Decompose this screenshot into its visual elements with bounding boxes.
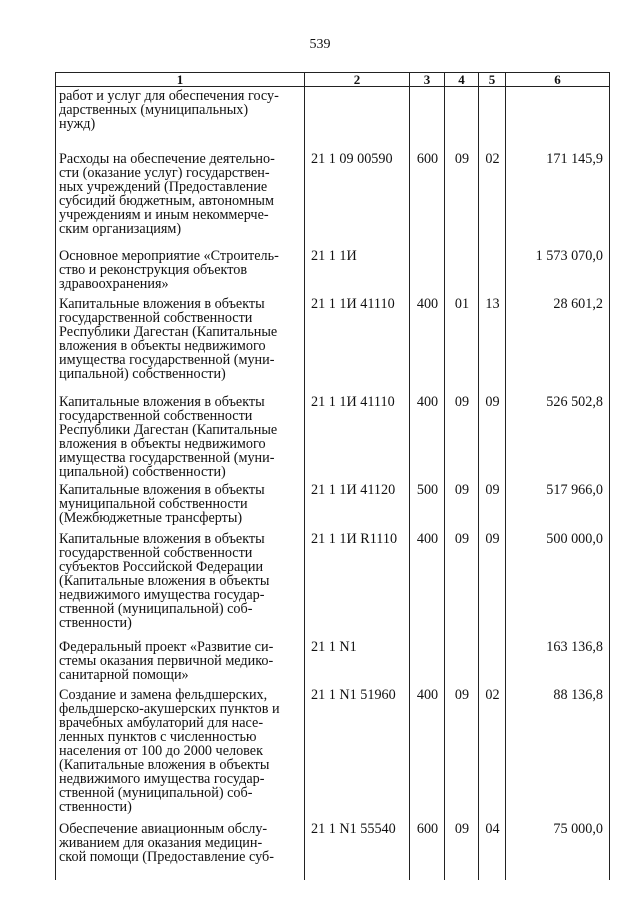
page-number: 539 — [309, 37, 331, 52]
row-amount: 88 136,8 — [506, 688, 610, 822]
header-col-5: 5 — [479, 73, 506, 87]
row-section: 01 — [445, 297, 479, 395]
row-amount: 28 601,2 — [506, 297, 610, 395]
row-csr-code: 21 1 1И 41110 — [305, 395, 410, 483]
table-body — [56, 87, 610, 880]
row-name: Капитальные вложения в объекты муниципальной собственности (Межбюджетные трансферты) — [56, 483, 305, 532]
row-csr-code — [305, 87, 410, 152]
row-name: Расходы на обеспечение деятельно- сти (оказание услуг) государствен- ных учреждений (Предоставление субсидий бюджетным, автономным учреждениям и иным некоммерче- ским организациям) — [56, 152, 305, 249]
table-row — [56, 297, 610, 395]
row-amount: 163 136,8 — [506, 640, 610, 688]
row-subsection — [479, 640, 506, 688]
table-row — [56, 87, 610, 152]
header-col-4: 4 — [445, 73, 479, 87]
row-csr-code: 21 1 1И 41110 — [305, 297, 410, 395]
row-section — [445, 87, 479, 152]
row-name: Основное мероприятие «Строитель- ство и реконструкция объектов здравоохранения» — [56, 249, 305, 297]
row-expense-type — [410, 87, 445, 152]
row-name: Капитальные вложения в объекты государственной собственности субъектов Российской Федерации (Капитальные вложения в объекты недвижимого имущества государ- ственной (муниципальной) соб- ственности) — [56, 532, 305, 640]
table-row — [56, 249, 610, 297]
table-row — [56, 152, 610, 249]
row-name: Капитальные вложения в объекты государственной собственности Республики Дагестан (Капитальные вложения в объекты недвижимого имущества государственной (муни- ципальной) собственности) — [56, 395, 305, 483]
header-col-2: 2 — [305, 73, 410, 87]
row-csr-code: 21 1 09 00590 — [305, 152, 410, 249]
row-amount: 1 573 070,0 — [506, 249, 610, 297]
row-section: 09 — [445, 152, 479, 249]
row-subsection: 04 — [479, 822, 506, 880]
row-csr-code: 21 1 N1 55540 — [305, 822, 410, 880]
row-expense-type — [410, 249, 445, 297]
row-subsection: 09 — [479, 532, 506, 640]
row-amount: 526 502,8 — [506, 395, 610, 483]
row-expense-type: 500 — [410, 483, 445, 532]
row-expense-type: 400 — [410, 688, 445, 822]
row-section — [445, 249, 479, 297]
row-subsection: 02 — [479, 152, 506, 249]
row-csr-code: 21 1 1И R1110 — [305, 532, 410, 640]
table-row — [56, 822, 610, 880]
row-expense-type: 600 — [410, 822, 445, 880]
row-amount: 171 145,9 — [506, 152, 610, 249]
row-csr-code: 21 1 1И — [305, 249, 410, 297]
header-col-6: 6 — [506, 73, 610, 87]
row-expense-type: 400 — [410, 395, 445, 483]
row-expense-type: 400 — [410, 532, 445, 640]
row-amount: 517 966,0 — [506, 483, 610, 532]
row-section: 09 — [445, 483, 479, 532]
budget-table — [55, 72, 610, 880]
row-amount — [506, 87, 610, 152]
table-row — [56, 532, 610, 640]
table-row — [56, 640, 610, 688]
row-expense-type: 400 — [410, 297, 445, 395]
table-row — [56, 688, 610, 822]
row-name: Обеспечение авиационным обслу- живанием для оказания медицин- ской помощи (Предоставление суб- — [56, 822, 305, 880]
row-name: Федеральный проект «Развитие си- стемы оказания первичной медико- санитарной помощи» — [56, 640, 305, 688]
row-expense-type: 600 — [410, 152, 445, 249]
header-row — [56, 73, 610, 87]
row-section — [445, 640, 479, 688]
row-csr-code: 21 1 1И 41120 — [305, 483, 410, 532]
row-name: Капитальные вложения в объекты государственной собственности Республики Дагестан (Капитальные вложения в объекты недвижимого имущества государственной (муни- ципальной) собственности) — [56, 297, 305, 395]
table-row — [56, 395, 610, 483]
row-csr-code: 21 1 N1 — [305, 640, 410, 688]
row-amount: 75 000,0 — [506, 822, 610, 880]
row-subsection — [479, 87, 506, 152]
header-col-1: 1 — [56, 73, 305, 87]
row-section: 09 — [445, 688, 479, 822]
row-expense-type — [410, 640, 445, 688]
row-subsection: 09 — [479, 483, 506, 532]
row-name: Создание и замена фельдшерских, фельдшерско-акушерских пунктов и врачебных амбулаторий для насе- ленных пунктов с численностью населения от 100 до 2000 человек (Капитальные вложения в объекты недвижимого имущества государ- ственной (муниципальной) соб- ственности) — [56, 688, 305, 822]
row-amount: 500 000,0 — [506, 532, 610, 640]
row-csr-code: 21 1 N1 51960 — [305, 688, 410, 822]
header-col-3: 3 — [410, 73, 445, 87]
row-section: 09 — [445, 395, 479, 483]
row-subsection: 13 — [479, 297, 506, 395]
row-name: работ и услуг для обеспечения госу- дарственных (муниципальных) нужд) — [56, 87, 305, 152]
row-subsection: 02 — [479, 688, 506, 822]
row-subsection: 09 — [479, 395, 506, 483]
row-section: 09 — [445, 532, 479, 640]
row-subsection — [479, 249, 506, 297]
table-row — [56, 483, 610, 532]
row-section: 09 — [445, 822, 479, 880]
